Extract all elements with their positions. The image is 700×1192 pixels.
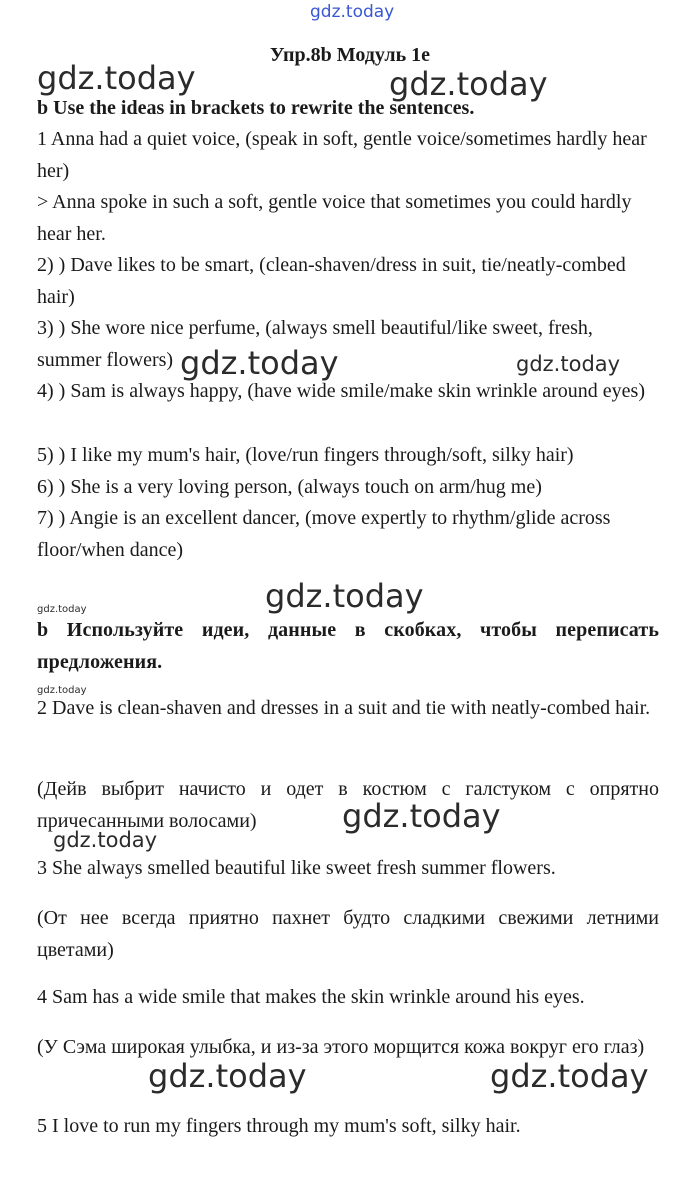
watermark: gdz.today [389,65,548,103]
watermark: gdz.today [53,828,158,852]
exercise-item-7: 7) ) Angie is an excellent dancer, (move expertly to rhythm/glide across floor/when dance) [37,507,611,561]
watermark-small: gdz.today [37,685,87,696]
watermark-small: gdz.today [37,604,87,615]
answer-3-english: 3 She always smelled beautiful like sweet fresh summer flowers. [37,857,556,879]
answer-4-english: 4 Sam has a wide smile that makes the skin wrinkle around his eyes. [37,986,585,1008]
exercise-item-6: 6) ) She is a very loving person, (always touch on arm/hug me) [37,476,542,498]
exercise-item-2: 2) ) Dave likes to be smart, (clean-shaven/dress in suit, tie/neatly-combed hair) [37,254,626,308]
watermark: gdz.today [342,797,501,835]
watermark: gdz.today [490,1057,649,1095]
page-title: Упр.8b Модуль 1e [269,44,431,66]
exercise-item-3: 3) ) She wore nice perfume, (always smell beautiful/like sweet, fresh, summer flowers) [37,317,593,371]
answer-2-russian: (Дейв выбрит начисто и одет в костюм с галстуком с опрятно причесанными волосами) [37,778,659,832]
task-heading-russian: b Используйте идеи, данные в скобках, чтобы переписать предложения. [37,619,659,673]
watermark-top: gdz.today [310,2,395,22]
answer-2-english: 2 Dave is clean-shaven and dresses in a suit and tie with neatly-combed hair. [37,697,651,719]
answer-4-russian: (У Сэма широкая улыбка, и из-за этого морщится кожа вокруг его глаз) [37,1036,645,1058]
answer-5-english: 5 I love to run my fingers through my mum's soft, silky hair. [37,1115,521,1137]
watermark: gdz.today [516,352,621,376]
exercise-item-4: 4) ) Sam is always happy, (have wide smile/make skin wrinkle around eyes) [37,380,645,402]
watermark: gdz.today [180,344,339,382]
answer-3-russian: (От нее всегда приятно пахнет будто сладкими свежими летними цветами) [37,907,659,961]
watermark: gdz.today [148,1057,307,1095]
watermark: gdz.today [37,59,196,97]
exercise-item-1: 1 Anna had a quiet voice, (speak in soft, gentle voice/sometimes hardly hear her) [37,128,647,182]
exercise-item-5: 5) ) I like my mum's hair, (love/run fingers through/soft, silky hair) [37,444,574,466]
watermark: gdz.today [265,577,424,615]
exercise-example-answer: > Anna spoke in such a soft, gentle voice that sometimes you could hardly hear her. [37,191,632,245]
task-heading-english: b Use the ideas in brackets to rewrite the sentences. [37,97,475,119]
